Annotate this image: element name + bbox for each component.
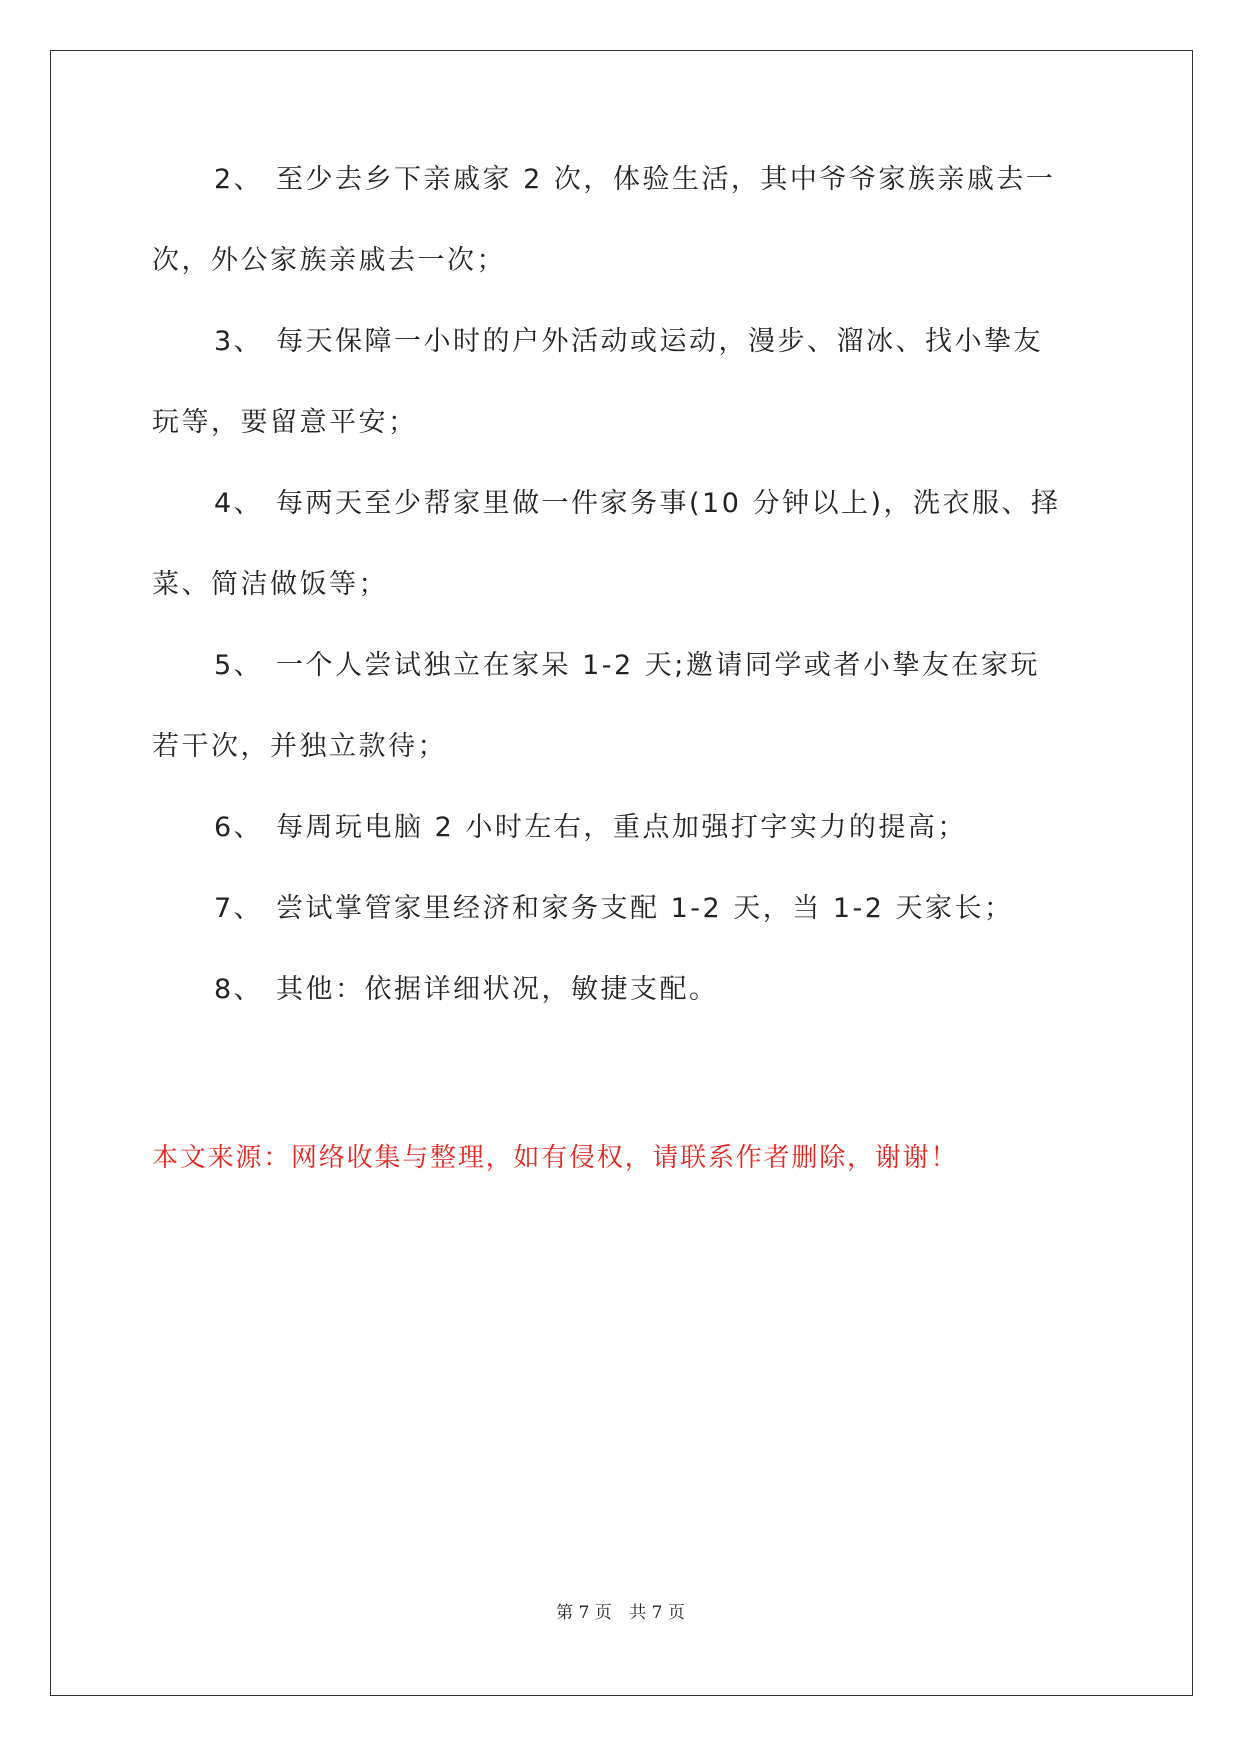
- list-item: [152, 648, 1097, 810]
- item-text: 其他：依据详细状况，敏捷支配。: [276, 974, 719, 1005]
- list-item: [152, 972, 1097, 1053]
- item-text-continued: 玩等，要留意平安；: [152, 407, 418, 438]
- list-item: [152, 810, 1097, 891]
- page-total: 共 7 页: [629, 1603, 685, 1623]
- list-item: [152, 324, 1097, 486]
- item-number: 2、: [214, 164, 264, 195]
- item-number: 7、: [214, 893, 264, 924]
- item-number: 3、: [214, 326, 264, 357]
- item-text: 尝试掌管家里经济和家务支配 1-2 天，当 1-2 天家长；: [276, 893, 1014, 924]
- list-item: [152, 486, 1097, 648]
- page-number: 第 7 页: [556, 1603, 612, 1623]
- list-item: [152, 162, 1097, 324]
- item-text-continued: 菜、简洁做饭等；: [152, 569, 388, 600]
- document-body: [152, 162, 1097, 1053]
- item-text: 每两天至少帮家里做一件家务事(10 分钟以上)，洗衣服、择: [276, 488, 1061, 519]
- item-text-continued: 若干次，并独立款待；: [152, 731, 447, 762]
- item-text: 每天保障一小时的户外活动或运动，漫步、溜冰、找小挚友: [276, 326, 1043, 357]
- item-text: 至少去乡下亲戚家 2 次，体验生活，其中爷爷家族亲戚去一: [276, 164, 1056, 195]
- source-note: 本文来源：网络收集与整理，如有侵权，请联系作者删除，谢谢！: [152, 1143, 959, 1173]
- item-text: 每周玩电脑 2 小时左右，重点加强打字实力的提高；: [276, 812, 967, 843]
- item-number: 5、: [214, 650, 264, 681]
- list-item: [152, 891, 1097, 972]
- item-number: 8、: [214, 974, 264, 1005]
- item-number: 6、: [214, 812, 264, 843]
- item-number: 4、: [214, 488, 264, 519]
- item-text: 一个人尝试独立在家呆 1-2 天;邀请同学或者小挚友在家玩: [276, 650, 1040, 681]
- item-text-continued: 次，外公家族亲戚去一次；: [152, 245, 506, 276]
- page-footer: [0, 1598, 1241, 1623]
